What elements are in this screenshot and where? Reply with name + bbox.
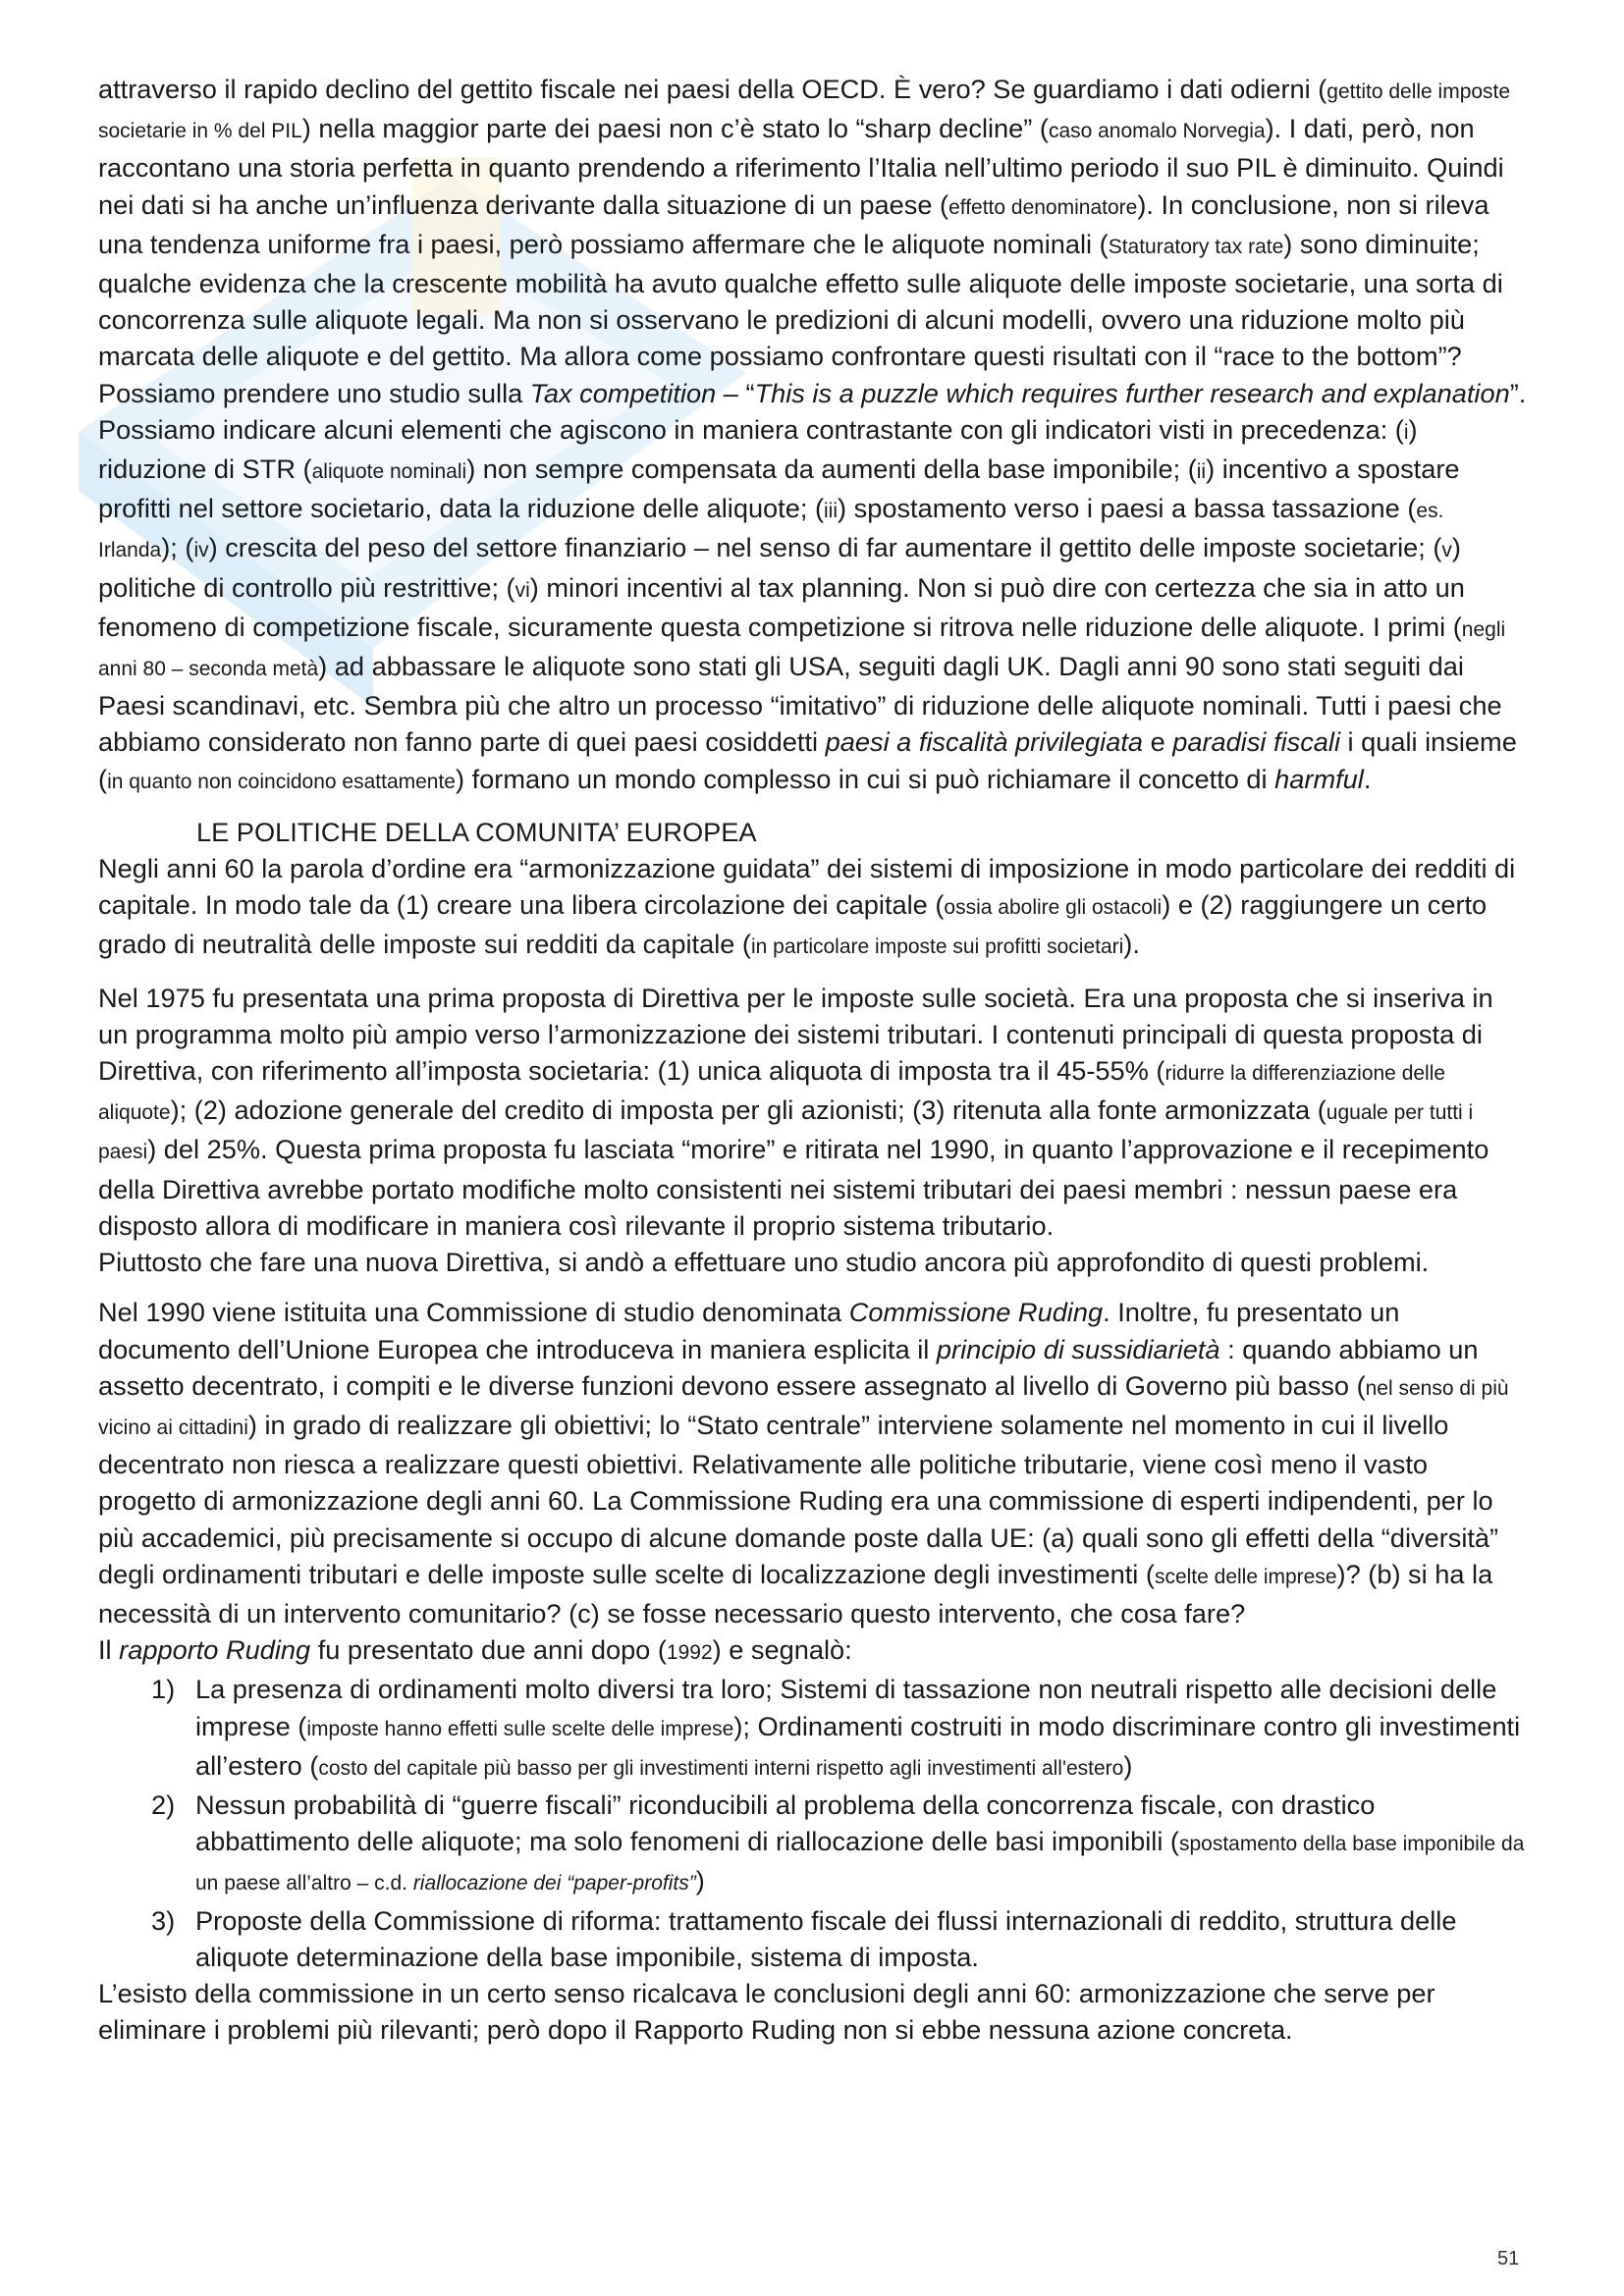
text-run: ) del 25%. Questa prima proposta fu lasciata “morire” e ritirata nel 1990, in quanto l’approvazione e il recepimento della Direttiva avrebbe portato modifiche molto consistenti nei sistemi tributari dei paesi membri : nessun paese era disposto allora di modificare in maniera così rilevante il proprio sistema tributario. [98, 1134, 1489, 1241]
text-run: ) formano un mondo complesso in cui si può richiamare il concetto di [456, 763, 1275, 794]
section-heading-text: LE POLITICHE DELLA COMUNITA’ EUROPEA [196, 816, 757, 847]
text-run: ); (2) adozione generale del credito di imposta per gli azionisti; (3) ritenuta alla fonte armonizzata ( [170, 1095, 1326, 1126]
section-heading [98, 814, 1528, 850]
emphasis-text: principio di sussidiarietà [936, 1333, 1220, 1364]
text-run: Piuttosto che fare una nuova Direttiva, si andò a effettuare uno studio ancora più approfondito di questi problemi. [98, 1247, 1430, 1278]
text-run: ). [1123, 929, 1140, 960]
text-run: Nel 1990 viene istituita una Commissione di studio denominata [98, 1297, 849, 1328]
inline-note: vi [514, 578, 530, 602]
inline-note: v [1441, 539, 1452, 562]
text-run: ) non sempre compensata da aumenti della base imponibile; ( [466, 454, 1197, 485]
text-run: ) [695, 1865, 705, 1896]
text-run: ) in grado di realizzare gli obiettivi; lo “Stato centrale” interviene solamente nel momento in cui il livello decentrato non riesca a realizzare questi obiettivi. Relativamente alle politiche tributarie, viene così meno il vasto progetto di armonizzazione degli anni 60. La Commissione Ruding era una commissione di esperti indipendenti, per lo più accademici, più precisamente si occupo di alcune domande poste dalla UE: (a) quali sono gli effetti della “diversità” degli ordinamenti tributari e delle imposte sulle scelte di localizzazione degli investimenti ( [98, 1409, 1499, 1589]
text-run: ); Ordinamenti costruiti in modo discriminare contro gli investimenti all’estero ( [195, 1710, 1521, 1781]
list-number: 3) [151, 1904, 176, 1936]
list-item-text [195, 1905, 1456, 1972]
list-number: 1) [151, 1674, 176, 1705]
paragraph [98, 1631, 1528, 1671]
text-run: ”. Possiamo indicare alcuni elementi che agiscono in maniera contrastante con gli indicatori visti in precedenza: ( [98, 377, 1527, 445]
text-run: ) minori incentivi al tax planning. Non si può dire con certezza che sia in atto un fenomeno di competizione fiscale, sicuramente questa competizione si ritrova nelle riduzione delle aliquote. I primi ( [98, 571, 1465, 642]
paragraph [98, 850, 1528, 966]
text-run: . Inoltre, fu presentato un documento dell’Unione Europea che introduceva in maniera esplicita il [98, 1297, 1400, 1364]
text-run: ) politiche di controllo più restrittive; ( [98, 532, 1461, 603]
emphasis-text: This is a puzzle which requires further research and explanation [754, 377, 1510, 408]
paragraph [98, 1975, 1528, 2048]
text-run: i quali insieme ( [98, 726, 1517, 794]
text-run: ) nella maggior parte dei paesi non c’è stato lo “sharp decline” ( [301, 113, 1049, 144]
text-run: ) crescita del peso del settore finanziario – nel senso di far aumentare il gettito delle imposte societarie; ( [208, 532, 1442, 563]
inline-note: imposte hanno effetti sulle scelte delle imprese [306, 1717, 734, 1740]
text-run: ) ad abbassare le aliquote sono stati gli USA, seguiti dagli UK. Dagli anni 90 sono stati seguiti dai Paesi scandinavi, etc. Sembra più che altro un processo “imitativo” di riduzione delle aliquote nominali. Tutti i paesi che abbiamo considerato non fanno parte di quei paesi cosiddetti [98, 651, 1502, 758]
emphasis-text: paradisi fiscali [1172, 726, 1340, 758]
text-run: ) incentivo a spostare profitti nel settore societario, data la riduzione delle aliquote; ( [98, 454, 1460, 524]
text-run: Proposte della Commissione di riforma: trattamento fiscale dei flussi internazionali di reddito, struttura delle aliquote determinazione della base imponibile, sistema di imposta. [195, 1904, 1457, 1972]
inline-note: aliquote nominali [311, 460, 467, 484]
emphasis-text: harmful [1274, 763, 1364, 794]
text-run: – “ [716, 377, 755, 408]
numbered-list [98, 1671, 1528, 1975]
paragraph [98, 980, 1528, 1244]
list-item [98, 1787, 1528, 1902]
inline-note: nel senso di più vicino ai cittadini [98, 1376, 1509, 1439]
inline-note: effetto denominatore [948, 195, 1138, 219]
text-run: ) e (2) raggiungere un certo grado di neutralità delle imposte sui redditi da capitale ( [98, 889, 1488, 960]
list-item [98, 1671, 1528, 1787]
list-number: 2) [151, 1789, 176, 1820]
list-item-text [195, 1789, 1524, 1896]
inline-note: es. Irlanda [98, 500, 1444, 562]
text-run: L’esisto della commissione in un certo senso ricalcava le conclusioni degli anni 60: armonizzazione che serve per eliminare i problemi più rilevanti; però dopo il Rapporto Ruding non si ebbe nessuna azione concreta. [98, 1977, 1435, 2046]
inline-note: ii [1196, 460, 1207, 484]
text-run: ) sono diminuite; qualche evidenza che la crescente mobilità ha avuto qualche effetto sulle aliquote delle imposte societarie, una sorta di concorrenza sulle aliquote legali. Ma non si osservano le predizioni di alcuni modelli, ovvero una riduzione molto più marcata delle aliquote e del gettito. Ma allora come possiamo confrontare questi risultati con il “race to the bottom”? Possiamo prendere uno studio sulla [98, 228, 1503, 408]
inline-note: ossia abolire gli ostacoli [944, 896, 1163, 920]
text-run: ); ( [161, 532, 194, 563]
document-body [98, 71, 1528, 2061]
emphasis-text: Commissione Ruding [848, 1297, 1104, 1328]
inline-note: in particolare imposte sui profitti societari [750, 935, 1124, 959]
inline-note: 1992 [666, 1641, 713, 1665]
inline-note: uguale per tutti i paesi [98, 1101, 1474, 1164]
text-run: : quando abbiamo un assetto decentrato, i compiti e le diverse funzioni devono essere assegnato al livello di Governo più basso ( [98, 1333, 1479, 1401]
inline-note: iv [193, 539, 209, 562]
inline-note: in quanto non coincidono esattamente [107, 770, 456, 793]
inline-note: i [1403, 420, 1409, 444]
text-run: attraverso il rapido declino del gettito fiscale nei paesi della OECD. È vero? Se guardiamo i dati odierni ( [98, 74, 1327, 104]
inline-note: gettito delle imposte societarie in % del PIL [98, 80, 1511, 143]
text-run: ) [1123, 1749, 1133, 1781]
list-item [98, 1902, 1528, 1975]
inline-note: costo del capitale più basso per gli investimenti interni rispetto agli investimenti all'estero [318, 1756, 1124, 1780]
inline-note: negli anni 80 – seconda metà [98, 617, 1506, 681]
text-run: fu presentato due anni dopo ( [310, 1634, 667, 1666]
text-run: )? (b) si ha la necessità di un intervento comunitario? (c) se fosse necessario questo intervento, che cosa fare? [98, 1558, 1493, 1629]
paragraph [98, 1244, 1528, 1280]
text-run: e [1143, 726, 1173, 758]
text-run: Nessun probabilità di “guerre fiscali” riconducibili al problema della concorrenza fiscale, con drastico abbattimento delle aliquote; ma solo fenomeni di riallocazione delle basi imponibili ( [195, 1789, 1376, 1857]
inline-note: riallocazione dei “paper-profits” [412, 1872, 696, 1896]
emphasis-text: Tax competition [529, 377, 717, 408]
inline-note: scelte delle imprese [1154, 1565, 1337, 1588]
inline-note: iii [824, 500, 839, 523]
page-number: 51 [1497, 2248, 1520, 2269]
emphasis-text: paesi a fiscalità privilegiata [825, 726, 1144, 758]
inline-note: Staturatory tax rate [1108, 235, 1284, 258]
inline-note: caso anomalo Norvegia [1048, 120, 1266, 143]
emphasis-text: rapporto Ruding [119, 1634, 311, 1666]
text-run: . [1363, 763, 1372, 794]
text-run: Nel 1975 fu presentata una prima proposta di Direttiva per le imposte sulle società. Era una proposta che si inseriva in un programma molto più ampio verso l’armonizzazione dei sistemi tributari. I contenuti principali di questa proposta di Direttiva, con riferimento all’imposta societaria: (1) unica aliquota di imposta tra il 45-55% ( [98, 982, 1493, 1087]
text-run: Il [98, 1634, 120, 1666]
text-run: ) riduzione di STR ( [98, 413, 1418, 485]
text-run: Negli anni 60 la parola d’ordine era “armonizzazione guidata” dei sistemi di imposizione in modo particolare dei redditi di capitale. In modo tale da (1) creare una libera circolazione dei capitale ( [98, 853, 1516, 921]
list-item-text [195, 1674, 1520, 1780]
paragraph [98, 71, 1528, 800]
text-run: ) spostamento verso i paesi a bassa tassazione ( [838, 493, 1417, 524]
inline-note: ridurre la differenziazione delle aliquote [98, 1062, 1446, 1125]
text-run: ). In conclusione, non si rileva una tendenza uniforme fra i paesi, però possiamo affermare che le aliquote nominali ( [98, 188, 1489, 259]
text-run: La presenza di ordinamenti molto diversi tra loro; Sistemi di tassazione non neutrali rispetto alle decisioni delle imprese ( [195, 1674, 1497, 1741]
paragraph [98, 1294, 1528, 1631]
inline-note: spostamento della base imponibile da un paese all’altro – c.d. [195, 1833, 1525, 1896]
text-run: ). I dati, però, non raccontano una storia perfetta in quanto prendendo a riferimento l’Italia nell’ultimo periodo il suo PIL è diminuito. Quindi nei dati si ha anche un’influenza derivante dalla situazione di un paese ( [98, 113, 1504, 220]
text-run: ) e segnalò: [712, 1634, 852, 1666]
